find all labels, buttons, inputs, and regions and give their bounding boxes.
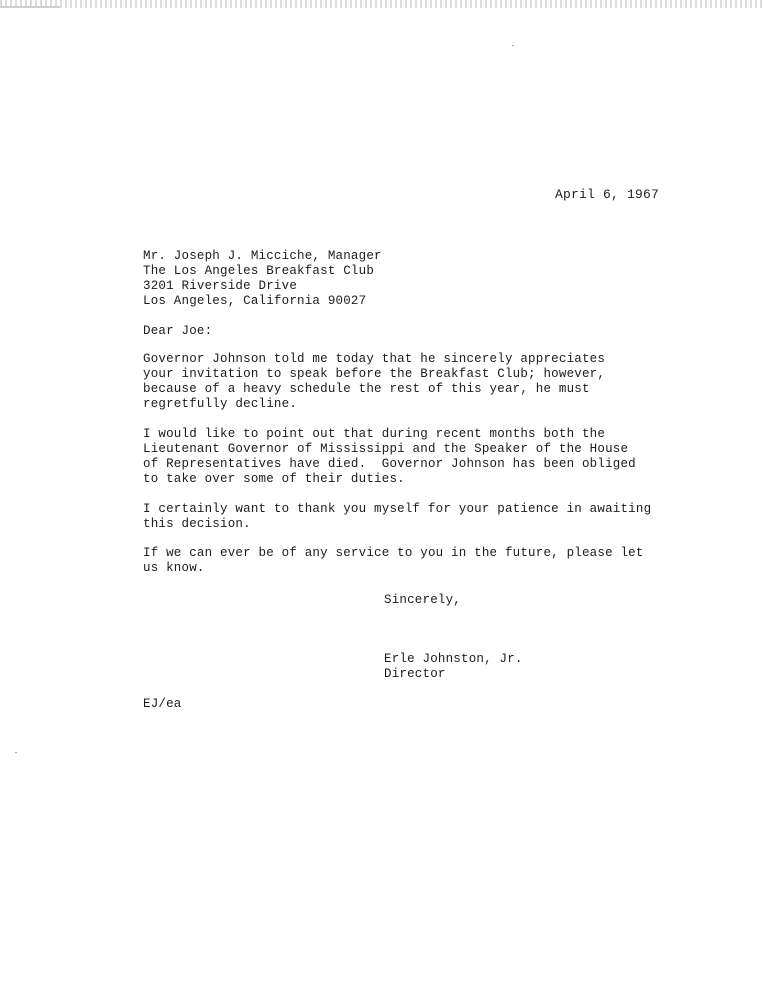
body-paragraph-2 (143, 427, 636, 487)
signer-name: Erle Johnston, Jr. (384, 652, 523, 666)
address-line: The Los Angeles Breakfast Club (143, 264, 375, 278)
signature-block (384, 652, 523, 682)
paragraph-line: regretfully decline. (143, 397, 298, 411)
paragraph-line: If we can ever be of any service to you in the future, please let (143, 546, 644, 560)
signer-title: Director (384, 667, 446, 681)
paragraph-line: I would like to point out that during recent months both the (143, 427, 606, 441)
reference-initials: EJ/ea (143, 697, 182, 711)
reference-initials-block (143, 697, 182, 712)
salutation: Dear Joe: (143, 324, 213, 338)
paragraph-line: this decision. (143, 517, 251, 531)
paragraph-line: of Representatives have died. Governor Johnson has been obliged (143, 457, 636, 471)
complimentary-close-block (384, 593, 461, 608)
letter-date: April 6, 1967 (555, 187, 660, 202)
paragraph-line: to take over some of their duties. (143, 472, 405, 486)
paragraph-line: us know. (143, 561, 205, 575)
paragraph-line: Lieutenant Governor of Mississippi and the Speaker of the House (143, 442, 629, 456)
salutation-block (143, 324, 212, 339)
paragraph-line: because of a heavy schedule the rest of this year, he must (143, 382, 590, 396)
address-line: Los Angeles, California 90027 (143, 294, 367, 308)
address-line: 3201 Riverside Drive (143, 279, 298, 293)
address-line: Mr. Joseph J. Micciche, Manager (143, 249, 382, 263)
inside-address (143, 249, 382, 309)
paragraph-line: I certainly want to thank you myself for your patience in awaiting (143, 502, 652, 516)
body-paragraph-1 (143, 352, 605, 412)
paragraph-line: your invitation to speak before the Breakfast Club; however, (143, 367, 606, 381)
paragraph-line: Governor Johnson told me today that he sincerely appreciates (143, 352, 606, 366)
body-paragraph-4 (143, 546, 644, 576)
body-paragraph-3 (143, 502, 651, 532)
complimentary-close: Sincerely, (384, 593, 462, 607)
